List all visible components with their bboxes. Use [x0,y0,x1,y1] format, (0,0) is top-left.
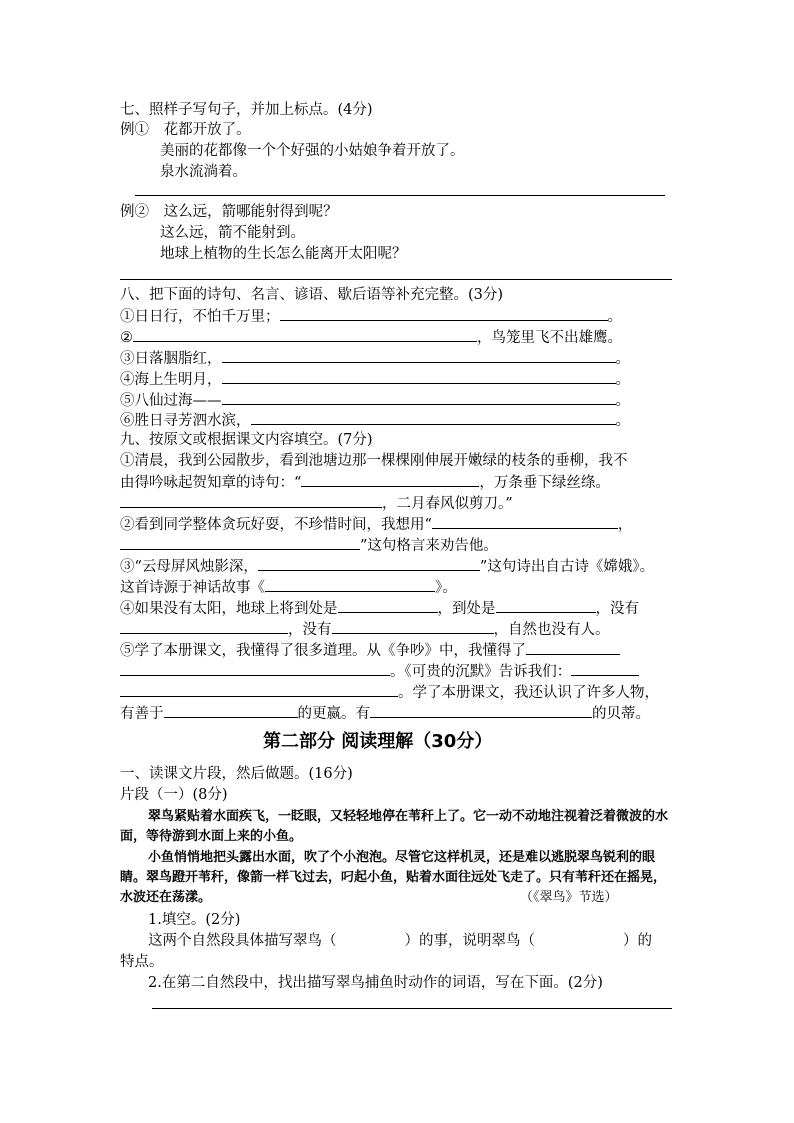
q9-p2a-end: ， [617,517,633,533]
answer-line-sq2[interactable] [152,1008,672,1009]
q8-line6 [120,410,630,431]
passage-paragraph-2: 小鱼悄悄地把头露出水面，吹了个小泡泡。尽管它这样机灵，还是难以逃脱翠鸟锐利的眼睛。翠鸟蹬开苇秆，像箭一样飞过去，叼起小鱼，贴着水面往远处飞走了。只有苇秆还在摇晃，水波还在荡漾。 [120,850,667,905]
q8-line6-text: ⑥胜日寻芳泗水滨， [120,413,251,429]
q9-p4b-end: ，自然也没有人。 [493,622,610,638]
q9-p5d [120,703,650,724]
q9-p3b-start: 这首诗源于神话故事《 [120,580,265,596]
q9-p4b [120,619,610,640]
example1-tag: 例① [120,122,149,138]
q8-line2 [120,327,622,348]
example2-prompt: 地球上植物的生长怎么能离开太阳呢？ [160,246,407,262]
blank-q8-6[interactable] [251,410,616,425]
q7-heading: 七、照样子写句子，并加上标点。(4分) [120,102,373,118]
subquestion-2: 2.在第二自然段中，找出描写翠鸟捕鱼时动作的词语，写在下面。(2分) [148,975,603,991]
q8-line1-text: ①日日行，不怕千万里； [120,309,280,325]
q8-line5-text: ⑤八仙过海—— [120,393,222,409]
example1-source: 花都开放了。 [163,122,251,138]
blank-q9-10[interactable] [332,619,494,634]
q9-p3b-end: 》。 [435,580,457,596]
q9-p2a-start: ②看到同学整体贪玩好耍，不珍惜时间，我想用“ [120,517,432,533]
subquestion-1: 1.填空。(2分) [148,912,241,928]
subquestion-1-tail: 特点。 [120,954,164,970]
q9-heading: 九、按原文或根据课文内容填空。(7分) [120,432,373,448]
example1-model: 美丽的花都像一个个好强的小姑娘争着开放了。 [160,143,465,159]
q9-p1a: ①清晨，我到公园散步，看到池塘边那一棵棵刚伸展开嫩绿的枝条的垂柳，我不 [120,453,628,469]
q9-p1c [120,493,513,514]
q9-p5c [120,682,659,703]
q9-p5b [120,661,639,682]
q9-p3a-end: ”这句诗出自古诗《嫦娥》。 [479,559,655,575]
blank-q9-3[interactable] [432,514,618,529]
blank-q8-4[interactable] [222,369,616,384]
q9-p1c-end: ，二月春风似剪刀。” [382,496,513,512]
q8-line3 [120,348,630,369]
q8-line3-end: 。 [615,351,630,367]
blank-q9-8[interactable] [496,598,596,613]
blank-q9-15[interactable] [164,703,298,718]
blank-q8-5[interactable] [222,390,616,405]
blank-q9-11[interactable] [526,640,620,655]
q7-example1 [120,120,251,140]
q9-p5a-text: ⑤学了本册课文，我懂得了很多道理。从《争吵》中，我懂得了 [120,643,526,659]
q9-p3a [120,556,654,577]
blank-q9-12[interactable] [120,661,390,676]
q8-line5 [120,390,630,411]
q8-line3-text: ③日落胭脂红， [120,351,222,367]
example2-source: 这么远，箭哪能射得到呢？ [163,204,338,220]
q9-p5c-end: 。学了本册课文，我还认识了许多人物， [398,685,659,701]
q9-p5d-start: 有善于 [120,706,164,722]
example2-tag: 例② [120,204,149,220]
q7-example2 [120,202,338,222]
sq1-text-a: 这两个自然段具体描写翠鸟（ [148,933,337,949]
example2-model: 这么远，箭不能射到。 [160,225,305,241]
answer-line-q7-1[interactable] [135,195,665,196]
blank-q9-1[interactable] [301,472,479,487]
q8-line6-end: 。 [615,413,630,429]
q9-p5d-end: 的贝蒂。 [592,706,650,722]
passage-source: （《翠鸟》节选） [520,890,618,905]
part2-title: 第二部分 阅读理解（30分） [263,731,493,752]
blank-q9-4[interactable] [120,535,360,550]
blank-q8-3[interactable] [222,348,616,363]
q9-p2a [120,514,632,535]
q8-line1-end: 。 [607,309,622,325]
q8-line1 [120,306,622,327]
blank-q9-7[interactable] [338,598,438,613]
blank-q9-2[interactable] [120,493,382,508]
q9-p5d-mid: 的更嬴。有 [297,706,370,722]
q9-p4a-end: ，没有 [595,601,639,617]
q8-line2-start: ② [120,330,133,346]
q9-p2b-end: ”这句格言来劝告他。 [360,538,498,554]
q9-p1b-start: 由得吟咏起贺知章的诗句：“ [120,475,302,491]
q8-line4-text: ④海上生明月， [120,372,222,388]
q8-line2-end: ，鸟笼里飞不出雄鹰。 [477,330,622,346]
q8-line4-end: 。 [615,372,630,388]
blank-q9-9[interactable] [120,619,288,634]
subquestion-1-text [148,931,652,951]
q9-p4a-mid: ，到处是 [437,601,496,617]
q9-p3a-start: ③“云母屏风烛影深， [120,559,258,575]
fragment-heading: 片段（一）(8分) [120,787,228,803]
q9-p4a [120,598,639,619]
blank-q8-2[interactable] [133,327,477,342]
q9-p5b-end: 。《可贵的沉默》告诉我们： [390,664,572,680]
blank-q8-1[interactable] [280,306,608,321]
blank-q9-13[interactable] [571,661,639,676]
sq1-text-b: ）的事，说明翠鸟（ [404,933,535,949]
q8-line5-end: 。 [615,393,630,409]
answer-line-q7-2[interactable] [120,279,672,280]
blank-q9-16[interactable] [370,703,592,718]
example1-prompt: 泉水流淌着。 [160,164,247,180]
blank-q9-6[interactable] [265,577,435,592]
reading-q1-heading: 一、读课文片段，然后做题。(16分) [120,766,353,782]
q9-p3b [120,577,457,598]
sq1-text-c: ）的 [623,933,652,949]
q9-p2b [120,535,498,556]
q8-line4 [120,369,630,390]
passage-paragraph-1: 翠鸟紧贴着水面疾飞，一眨眼，又轻轻地停在苇秆上了。它一动不动地注视着泛着微波的水面，等待游到水面上来的小鱼。 [120,809,669,844]
q8-heading: 八、把下面的诗句、名言、谚语、歇后语等补充完整。(3分) [120,287,504,303]
q9-p4b-mid: ，没有 [288,622,332,638]
blank-q9-5[interactable] [258,556,480,571]
blank-q9-14[interactable] [120,682,398,697]
q9-p1b-end: ，万条垂下绿丝绦。 [479,475,610,491]
q9-p4a-start: ④如果没有太阳，地球上将到处是 [120,601,338,617]
q9-p1b [120,472,610,493]
q9-p5a [120,640,620,661]
